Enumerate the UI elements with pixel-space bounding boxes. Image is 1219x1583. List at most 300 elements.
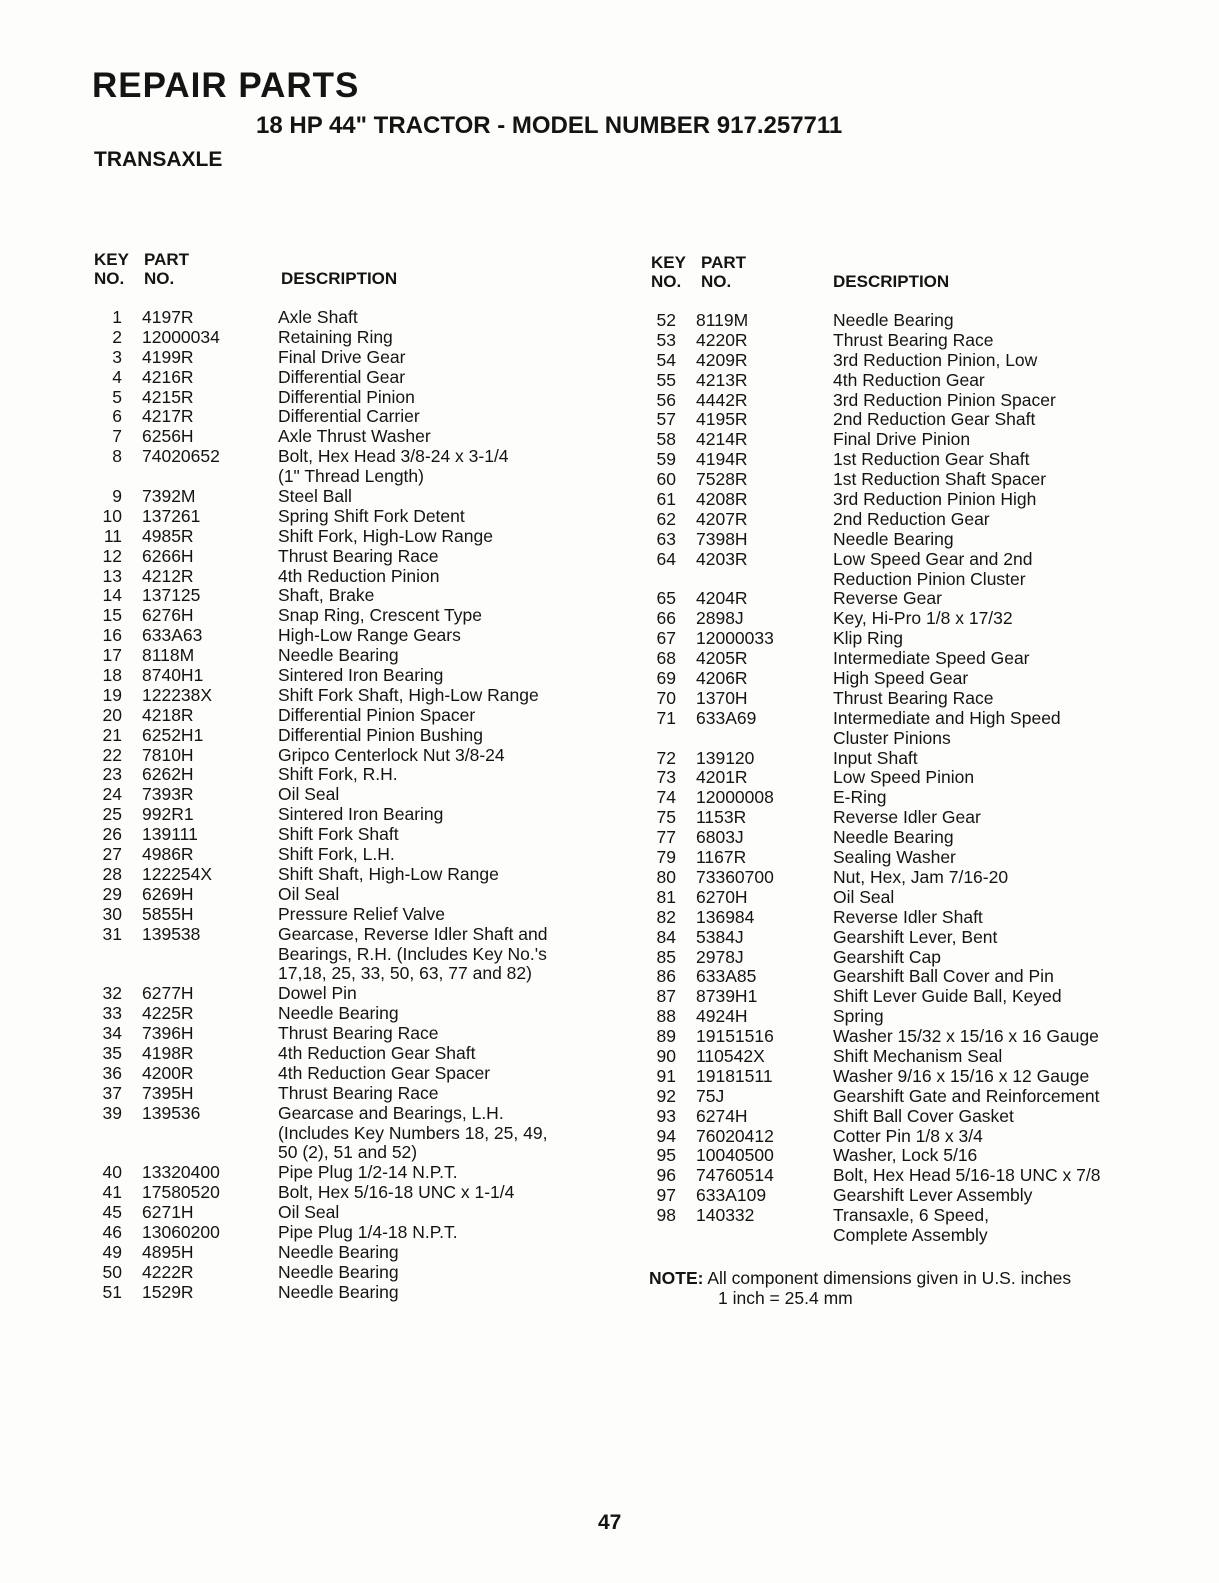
part-description: Gripco Centerlock Nut 3/8-24 <box>278 744 505 765</box>
part-number: 6270H <box>696 886 748 907</box>
part-description: Sealing Washer <box>833 847 956 868</box>
part-number: 6274H <box>696 1105 748 1126</box>
part-number: 4217R <box>142 406 194 427</box>
part-description: Gearshift Gate and Reinforcement <box>833 1085 1100 1106</box>
part-row <box>650 848 1150 868</box>
part-row <box>650 967 1150 987</box>
part-number: 8739H1 <box>696 986 758 1007</box>
key-number: 9 <box>112 486 122 507</box>
page-number: 47 <box>598 1511 622 1534</box>
part-row <box>96 1263 596 1283</box>
key-number: 82 <box>656 906 676 927</box>
part-description: Bolt, Hex 5/16-18 UNC x 1-1/4 <box>278 1182 515 1203</box>
part-description: Axle Thrust Washer <box>278 426 431 447</box>
part-description: Shaft, Brake <box>278 585 375 606</box>
part-description: Needle Bearing <box>278 1261 399 1282</box>
part-description: Snap Ring, Crescent Type <box>278 605 482 626</box>
part-description: Differential Pinion <box>278 386 415 407</box>
part-row <box>650 729 1150 749</box>
part-description: Sintered Iron Bearing <box>278 804 444 825</box>
part-description: Spring <box>833 1006 884 1027</box>
key-number: 93 <box>656 1105 676 1126</box>
key-no-header-line1: KEY <box>94 250 129 269</box>
part-row <box>650 928 1150 948</box>
part-row <box>650 371 1150 391</box>
part-row <box>650 1027 1150 1047</box>
part-number: 6252H1 <box>142 724 204 745</box>
part-description: Shift Shaft, High-Low Range <box>278 863 499 884</box>
part-row <box>650 669 1150 689</box>
part-description: Thrust Bearing Race <box>278 545 439 566</box>
part-description: Shift Fork, High-Low Range <box>278 525 493 546</box>
right-column-header <box>651 253 991 293</box>
key-number: 3 <box>112 346 122 367</box>
part-number: 4986R <box>142 844 194 865</box>
part-number: 136984 <box>696 906 755 927</box>
part-description: 4th Reduction Gear Spacer <box>278 1062 491 1083</box>
part-number: 992R1 <box>142 804 194 825</box>
key-number: 90 <box>656 1045 676 1066</box>
key-number: 56 <box>656 389 676 410</box>
key-number: 71 <box>656 707 676 728</box>
part-description: 4th Reduction Gear Shaft <box>278 1042 476 1063</box>
key-number: 79 <box>656 847 676 868</box>
part-number: 12000008 <box>696 787 774 808</box>
part-row <box>96 885 596 905</box>
part-number: 4213R <box>696 369 748 390</box>
part-description: Differential Gear <box>278 366 406 387</box>
part-row <box>650 609 1150 629</box>
part-number: 4222R <box>142 1261 194 1282</box>
key-number: 86 <box>656 966 676 987</box>
note-line2: 1 inch = 25.4 mm <box>718 1288 853 1308</box>
part-number: 5855H <box>142 903 194 924</box>
part-description: Transaxle, 6 Speed, <box>833 1205 989 1226</box>
part-description: Needle Bearing <box>278 1003 399 1024</box>
part-description: 1st Reduction Gear Shaft <box>833 449 1030 470</box>
key-number: 19 <box>102 684 122 705</box>
key-number: 49 <box>102 1241 122 1262</box>
part-description: (Includes Key Numbers 18, 25, 49, <box>278 1122 548 1143</box>
part-number: 4207R <box>696 508 748 529</box>
key-number: 96 <box>656 1165 676 1186</box>
part-description: Gearshift Ball Cover and Pin <box>833 966 1054 987</box>
part-row <box>650 709 1150 729</box>
part-number: 8740H1 <box>142 665 204 686</box>
part-description: 3rd Reduction Pinion, Low <box>833 349 1038 370</box>
part-row <box>96 964 596 984</box>
part-description: Key, Hi-Pro 1/8 x 17/32 <box>833 608 1013 629</box>
key-number: 59 <box>656 449 676 470</box>
part-row <box>650 510 1150 530</box>
part-row <box>96 1024 596 1044</box>
part-row <box>650 908 1150 928</box>
part-number: 74760514 <box>696 1165 774 1186</box>
part-description: Needle Bearing <box>833 310 954 330</box>
part-row <box>650 1146 1150 1166</box>
part-number: 110542X <box>696 1045 765 1066</box>
key-number: 33 <box>102 1003 122 1024</box>
part-row <box>96 1143 596 1163</box>
key-number: 28 <box>102 863 122 884</box>
part-description: Final Drive Gear <box>278 346 406 367</box>
part-row <box>650 450 1150 470</box>
part-row <box>96 925 596 945</box>
key-number: 17 <box>102 645 122 666</box>
part-description: Complete Assembly <box>833 1224 988 1245</box>
part-number: 6266H <box>142 545 194 566</box>
part-description: Oil Seal <box>278 1202 340 1223</box>
key-number: 62 <box>656 508 676 529</box>
part-row <box>650 1127 1150 1147</box>
part-number: 1167R <box>696 847 747 868</box>
key-number: 81 <box>656 886 676 907</box>
part-row <box>96 785 596 805</box>
key-number: 30 <box>102 903 122 924</box>
part-row <box>96 507 596 527</box>
part-description: Reverse Gear <box>833 588 942 609</box>
key-number: 58 <box>656 429 676 450</box>
part-description: Input Shaft <box>833 747 918 768</box>
part-description: 4th Reduction Gear <box>833 369 985 390</box>
part-row <box>650 987 1150 1007</box>
part-row <box>650 1186 1150 1206</box>
key-number: 37 <box>102 1082 122 1103</box>
part-description: Differential Carrier <box>278 406 420 427</box>
part-description: E-Ring <box>833 787 887 808</box>
part-number: 633A63 <box>142 625 203 646</box>
part-number: 6256H <box>142 426 194 447</box>
part-number: 13060200 <box>142 1221 220 1242</box>
part-description: Pressure Relief Valve <box>278 903 445 924</box>
part-number: 4895H <box>142 1241 194 1262</box>
part-number: 7393R <box>142 784 194 805</box>
part-number: 8119M <box>696 310 749 330</box>
part-row <box>650 1007 1150 1027</box>
part-row <box>650 311 1150 331</box>
part-row <box>650 550 1150 570</box>
key-number: 41 <box>102 1182 122 1203</box>
description-header: DESCRIPTION <box>281 269 398 288</box>
part-description: Reduction Pinion Cluster <box>833 568 1026 589</box>
key-number: 55 <box>656 369 676 390</box>
part-number: 6277H <box>142 983 194 1004</box>
description-header: DESCRIPTION <box>833 272 950 291</box>
key-no-header-line2: NO. <box>651 272 682 291</box>
part-row <box>96 467 596 487</box>
part-row <box>96 1283 596 1303</box>
part-row <box>96 567 596 587</box>
part-number: 4212R <box>142 565 194 586</box>
key-number: 34 <box>102 1023 122 1044</box>
key-number: 97 <box>656 1185 676 1206</box>
part-row <box>96 905 596 925</box>
part-description: Shift Ball Cover Gasket <box>833 1105 1014 1126</box>
key-number: 67 <box>656 628 676 649</box>
part-row <box>650 430 1150 450</box>
part-number: 4195R <box>696 409 748 430</box>
part-row <box>96 1084 596 1104</box>
part-row <box>650 788 1150 808</box>
part-description: Spring Shift Fork Detent <box>278 505 465 526</box>
part-description: Differential Pinion Spacer <box>278 704 476 725</box>
part-number: 4215R <box>142 386 194 407</box>
part-number: 7395H <box>142 1082 194 1103</box>
part-row <box>650 410 1150 430</box>
part-description: Gearcase, Reverse Idler Shaft and <box>278 923 548 944</box>
key-number: 87 <box>656 986 676 1007</box>
part-number: 75J <box>696 1085 725 1106</box>
part-description: 1st Reduction Shaft Spacer <box>833 469 1047 490</box>
key-number: 52 <box>656 310 676 330</box>
key-number: 54 <box>656 349 676 370</box>
right-parts-list <box>650 311 1150 1246</box>
part-row <box>96 606 596 626</box>
part-row <box>96 547 596 567</box>
part-row <box>96 527 596 547</box>
part-number: 4225R <box>142 1003 194 1024</box>
part-description: Steel Ball <box>278 486 352 507</box>
part-number: 12000033 <box>696 628 774 649</box>
part-description: Pipe Plug 1/2-14 N.P.T. <box>278 1162 458 1183</box>
key-number: 69 <box>656 668 676 689</box>
part-description: Washer 15/32 x 15/16 x 16 Gauge <box>833 1026 1099 1047</box>
part-description: Dowel Pin <box>278 983 357 1004</box>
key-number: 57 <box>656 409 676 430</box>
key-number: 36 <box>102 1062 122 1083</box>
part-row <box>96 447 596 467</box>
key-number: 32 <box>102 983 122 1004</box>
part-description: 17,18, 25, 33, 50, 63, 77 and 82) <box>278 963 532 984</box>
part-row <box>96 308 596 328</box>
part-description: Washer, Lock 5/16 <box>833 1145 978 1166</box>
part-number: 73360700 <box>696 866 774 887</box>
part-number: 1529R <box>142 1281 194 1302</box>
key-number: 27 <box>102 844 122 865</box>
part-row <box>96 368 596 388</box>
part-row <box>650 868 1150 888</box>
key-number: 64 <box>656 548 676 569</box>
part-row <box>96 726 596 746</box>
part-row <box>650 808 1150 828</box>
part-row <box>650 530 1150 550</box>
part-number: 139536 <box>142 1102 201 1123</box>
key-number: 26 <box>102 824 122 845</box>
part-row <box>650 749 1150 769</box>
part-number: 4198R <box>142 1042 194 1063</box>
part-row <box>650 888 1150 908</box>
part-number: 122238X <box>142 684 213 705</box>
key-number: 89 <box>656 1026 676 1047</box>
part-row <box>96 1163 596 1183</box>
part-row <box>650 689 1150 709</box>
part-row <box>650 1166 1150 1186</box>
key-number: 94 <box>656 1125 676 1146</box>
key-number: 72 <box>656 747 676 768</box>
part-row <box>650 1226 1150 1246</box>
part-number: 4203R <box>696 548 748 569</box>
part-row <box>96 666 596 686</box>
part-number: 13320400 <box>142 1162 220 1183</box>
part-row <box>96 1124 596 1144</box>
part-description: 2nd Reduction Gear Shaft <box>833 409 1036 430</box>
part-number: 2978J <box>696 946 744 967</box>
part-description: Gearshift Lever Assembly <box>833 1185 1033 1206</box>
part-description: Washer 9/16 x 15/16 x 12 Gauge <box>833 1065 1090 1086</box>
part-description: Reverse Idler Gear <box>833 807 981 828</box>
part-row <box>96 845 596 865</box>
part-description: Low Speed Pinion <box>833 767 975 788</box>
key-number: 66 <box>656 608 676 629</box>
part-number: 4985R <box>142 525 194 546</box>
part-row <box>650 391 1150 411</box>
part-number: 4199R <box>142 346 194 367</box>
part-row <box>96 1004 596 1024</box>
key-number: 14 <box>102 585 122 606</box>
part-description: Klip Ring <box>833 628 904 649</box>
part-description: High Speed Gear <box>833 668 969 689</box>
key-number: 31 <box>102 923 122 944</box>
part-number: 633A109 <box>696 1185 767 1206</box>
key-number: 70 <box>656 687 676 708</box>
key-number: 84 <box>656 926 676 947</box>
key-number: 5 <box>112 386 122 407</box>
part-description: 3rd Reduction Pinion High <box>833 489 1037 510</box>
part-row <box>96 706 596 726</box>
key-number: 20 <box>102 704 122 725</box>
part-description: High-Low Range Gears <box>278 625 461 646</box>
part-number: 74020652 <box>142 446 220 467</box>
key-number: 22 <box>102 744 122 765</box>
part-number: 4216R <box>142 366 194 387</box>
key-number: 4 <box>112 366 122 387</box>
part-number: 137125 <box>142 585 201 606</box>
part-row <box>650 948 1150 968</box>
part-description: Needle Bearing <box>278 1281 399 1302</box>
part-number: 10040500 <box>696 1145 774 1166</box>
part-number: 7528R <box>696 469 748 490</box>
part-description: Oil Seal <box>278 883 340 904</box>
part-row <box>96 865 596 885</box>
part-number: 4206R <box>696 668 748 689</box>
part-number: 7810H <box>142 744 194 765</box>
part-description: Needle Bearing <box>278 645 399 666</box>
part-number: 6269H <box>142 883 194 904</box>
part-number: 139538 <box>142 923 201 944</box>
key-no-header-line2: NO. <box>94 269 125 288</box>
part-number: 122254X <box>142 863 213 884</box>
key-number: 77 <box>656 827 676 848</box>
part-row <box>96 586 596 606</box>
part-description: Pipe Plug 1/4-18 N.P.T. <box>278 1221 458 1242</box>
part-row <box>96 487 596 507</box>
key-number: 8 <box>112 446 122 467</box>
key-number: 60 <box>656 469 676 490</box>
part-row <box>96 328 596 348</box>
key-number: 39 <box>102 1102 122 1123</box>
key-number: 6 <box>112 406 122 427</box>
part-number: 137261 <box>142 505 201 526</box>
key-number: 24 <box>102 784 122 805</box>
part-row <box>96 1044 596 1064</box>
part-number: 4924H <box>696 1006 748 1027</box>
part-row <box>650 1107 1150 1127</box>
part-number: 7392M <box>142 486 196 507</box>
part-number: 76020412 <box>696 1125 774 1146</box>
key-number: 10 <box>102 505 122 526</box>
part-description: Nut, Hex, Jam 7/16-20 <box>833 866 1009 887</box>
part-description: Thrust Bearing Race <box>833 329 994 350</box>
key-no-header-line1: KEY <box>651 253 686 272</box>
key-number: 53 <box>656 329 676 350</box>
key-number: 85 <box>656 946 676 967</box>
key-number: 92 <box>656 1085 676 1106</box>
part-number: 633A69 <box>696 707 757 728</box>
key-number: 12 <box>102 545 122 566</box>
key-number: 40 <box>102 1162 122 1183</box>
part-number: 4200R <box>142 1062 194 1083</box>
part-number: 1153R <box>696 807 747 828</box>
part-no-header-line1: PART <box>701 253 747 272</box>
part-row <box>96 1183 596 1203</box>
part-description: Differential Pinion Bushing <box>278 724 483 745</box>
part-row <box>96 1064 596 1084</box>
key-number: 18 <box>102 665 122 686</box>
part-row <box>96 1243 596 1263</box>
part-row <box>650 570 1150 590</box>
part-number: 4208R <box>696 489 748 510</box>
part-description: Final Drive Pinion <box>833 429 971 450</box>
note-label: NOTE: <box>649 1268 704 1288</box>
part-description: Intermediate Speed Gear <box>833 648 1030 669</box>
key-number: 13 <box>102 565 122 586</box>
part-number: 2898J <box>696 608 744 629</box>
part-description: Oil Seal <box>833 886 895 907</box>
part-row <box>650 768 1150 788</box>
part-number: 4204R <box>696 588 748 609</box>
dimension-note <box>649 1268 1072 1308</box>
part-row <box>650 828 1150 848</box>
key-number: 68 <box>656 648 676 669</box>
part-description: Gearshift Cap <box>833 946 941 967</box>
key-number: 74 <box>656 787 676 808</box>
part-row <box>96 626 596 646</box>
part-row <box>650 629 1150 649</box>
key-number: 88 <box>656 1006 676 1027</box>
part-number: 140332 <box>696 1205 755 1226</box>
part-number: 4209R <box>696 349 748 370</box>
part-description: Cluster Pinions <box>833 727 951 748</box>
part-row <box>96 686 596 706</box>
key-number: 1 <box>112 307 122 327</box>
part-description: Bearings, R.H. (Includes Key No.'s <box>278 943 547 964</box>
part-row <box>96 805 596 825</box>
section-title: TRANSAXLE <box>94 148 223 171</box>
part-number: 7398H <box>696 528 748 549</box>
part-no-header-line2: NO. <box>144 269 175 288</box>
key-number: 16 <box>102 625 122 646</box>
part-row <box>650 649 1150 669</box>
part-row <box>96 984 596 1004</box>
key-number: 80 <box>656 866 676 887</box>
key-number: 45 <box>102 1202 122 1223</box>
key-number: 73 <box>656 767 676 788</box>
key-number: 35 <box>102 1042 122 1063</box>
part-row <box>96 407 596 427</box>
part-row <box>650 490 1150 510</box>
part-description: Shift Fork Shaft, High-Low Range <box>278 684 539 705</box>
part-row <box>650 589 1150 609</box>
